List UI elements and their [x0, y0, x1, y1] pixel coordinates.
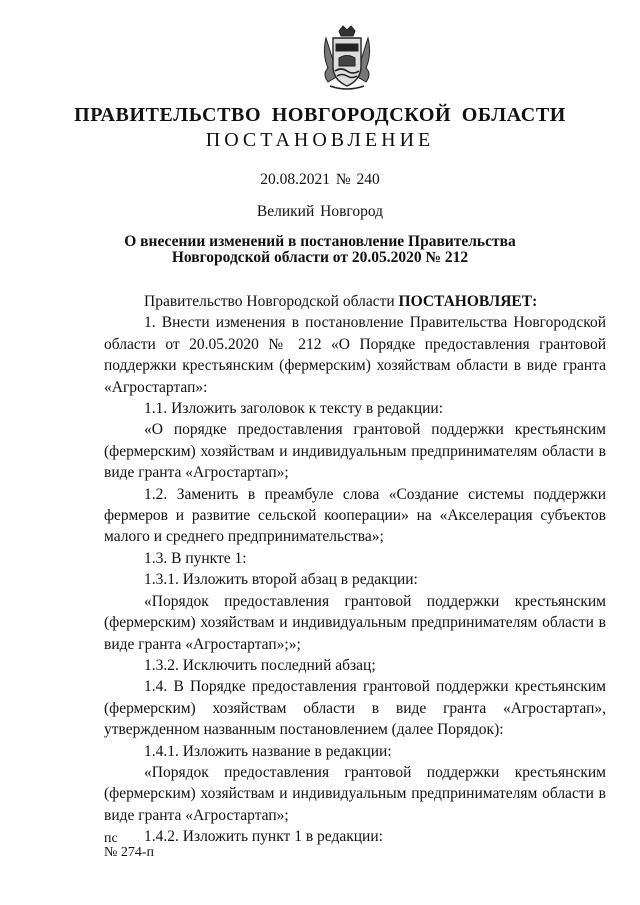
government-title: ПРАВИТЕЛЬСТВО НОВГОРОДСКОЙ ОБЛАСТИ — [74, 104, 566, 126]
paragraph-1-1: 1.1. Изложить заголовок к тексту в редакции: — [144, 400, 444, 418]
paragraph-1-4-1-text: «Порядок предоставления грантовой поддержки крестьянским (фермерским) хозяйствам и индивидуальным предпринимателям области в виде гранта «Агростартап»; — [104, 763, 606, 824]
date-and-number: 20.08.2021 № 240 — [260, 171, 380, 188]
paragraph-1-4: 1.4. В Порядке предоставления грантовой поддержки крестьянским (фермерским) хозяйствам области в виде гранта «Агростартап», утвержденном названным постановлением (далее Порядок): — [104, 678, 606, 739]
subject-line-1: О внесении изменений в постановление Правительства — [124, 233, 516, 250]
intro-resolves: ПОСТАНОВЛЯЕТ: — [398, 293, 538, 310]
paragraph-1-1-text: «О порядке предоставления грантовой поддержки крестьянским (фермерским) хозяйствам и индивидуальным предпринимателям области в виде гранта «Агростартап»; — [104, 421, 606, 482]
document-footer — [104, 832, 154, 860]
coat-of-arms-icon — [318, 24, 376, 92]
subject-line-2: Новгородской области от 20.05.2020 № 212 — [171, 249, 469, 266]
paragraph-1-3-1-text: «Порядок предоставления грантовой поддержки крестьянским (фермерским) хозяйствам и индивидуальным предпринимателям области в виде гранта «Агростартап»;»; — [104, 592, 606, 653]
paragraph-1-3: 1.3. В пункте 1: — [144, 549, 247, 567]
city-name: Великий Новгород — [256, 203, 384, 220]
paragraph-1-3-2: 1.3.2. Исключить последний абзац; — [144, 656, 376, 674]
paragraph-1-4-2: 1.4.2. Изложить пункт 1 в редакции: — [144, 828, 383, 846]
intro-paragraph — [104, 291, 606, 312]
document-type: ПОСТАНОВЛЕНИЕ — [205, 129, 435, 151]
paragraph-1-4-1: 1.4.1. Изложить название в редакции: — [144, 742, 392, 760]
footer-code: пс — [104, 831, 118, 846]
intro-text: Правительство Новгородской области — [144, 293, 399, 310]
document-body — [104, 291, 606, 848]
paragraph-1: 1. Внести изменения в постановление Правительства Новгородской области от 20.05.2020 № 212 «О Порядке предоставления грантовой поддержки крестьянским (фермерским) хозяйствам области в виде гранта «Агростартап»: — [104, 314, 606, 396]
footer-number: № 274-п — [104, 845, 155, 860]
document-subject — [0, 234, 640, 266]
paragraph-1-3-1: 1.3.1. Изложить второй абзац в редакции: — [144, 571, 418, 589]
paragraph-1-2: 1.2. Заменить в преамбуле слова «Создание системы поддержки фермеров и развитие сельской кооперации» на «Акселерация субъектов малого и среднего предпринимательства»; — [104, 485, 606, 546]
